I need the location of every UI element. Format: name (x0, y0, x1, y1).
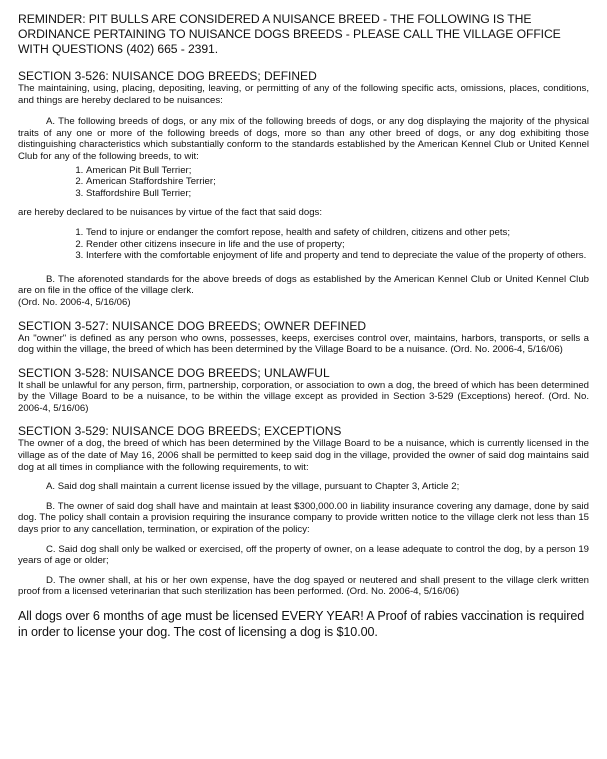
section-intro: The owner of a dog, the breed of which has been determined by the Village Board to be a nuisance, which is currently licensed in the village as of the date of May 16, 2006 shall be permitted to keep said dog in the village, provided the owner of said dog maintains said dog at all times in compliance with the following requirements, to wit: (18, 438, 589, 473)
reasons-list (18, 227, 589, 262)
list-item: 2. Render other citizens insecure in life and the use of property; (86, 239, 589, 251)
breeds-list (18, 165, 589, 200)
list-item: 1. Tend to injure or endanger the comfort repose, health and safety of children, citizens and other pets; (86, 227, 589, 239)
section-heading: SECTION 3-529: NUISANCE DOG BREEDS; EXCEPTIONS (18, 424, 342, 439)
list-item: 3. Interfere with the comfortable enjoyment of life and property and tend to depreciate the value of the property of others. (86, 250, 589, 262)
section-3-529 (18, 424, 589, 598)
ordinance-reference: (Ord. No. 2006-4, 5/16/06) (18, 296, 131, 308)
paragraph-a: A. Said dog shall maintain a current license issued by the village, pursuant to Chapter 3, Article 2; (46, 481, 460, 493)
section-text: An "owner" is defined as any person who owns, possesses, keeps, exercises control over, maintains, harbors, transports, or sells a dog within the village, the breed of which has been determined by the Village Board to be a nuisance. (Ord. No. 2006-4, 5/16/06) (18, 332, 589, 356)
section-3-528 (18, 366, 589, 415)
paragraph-b: B. The owner of said dog shall have and maintain at least $300,000.00 in liability insurance covering any damage, done by said dog. The policy shall contain a provision requiring the insurance company to provide written notice to the village clerk not less than 15 days prior to any cancellation, termination, or expiration of the policy: (18, 500, 589, 536)
section-heading: SECTION 3-528: NUISANCE DOG BREEDS; UNLAWFUL (18, 365, 330, 380)
list-item: 2. American Staffordshire Terrier; (86, 176, 589, 188)
paragraph-b: B. The aforenoted standards for the above breeds of dogs as established by the American Kennel Club or United Kennel Club are on file in the office of the village clerk. (18, 273, 589, 297)
section-intro: The maintaining, using, placing, depositing, leaving, or permitting of any of the following specific acts, omissions, places, conditions, and things are hereby declared to be nuisances: (18, 83, 589, 106)
section-heading: SECTION 3-526: NUISANCE DOG BREEDS; DEFINED (18, 69, 317, 83)
reminder-notice: REMINDER: PIT BULLS ARE CONSIDERED A NUISANCE BREED - THE FOLLOWING IS THE ORDINANCE PERTAINING TO NUISANCE DOGS BREEDS - PLEASE CALL THE VILLAGE OFFICE WITH QUESTIONS (402) 665 - 2391. (18, 12, 561, 56)
declared-text: are hereby declared to be nuisances by virtue of the fact that said dogs: (18, 207, 322, 219)
section-text: It shall be unlawful for any person, firm, partnership, corporation, or association to own a dog, the breed of which has been determined by the Village Board to be a nuisance, to be within the village except as provided in Section 3-529 (Exceptions) hereof. (Ord. No. 2006-4, 5/16/06) (18, 379, 589, 414)
section-heading: SECTION 3-527: NUISANCE DOG BREEDS; OWNER DEFINED (18, 318, 367, 333)
paragraph-c: C. Said dog shall only be walked or exercised, off the property of owner, on a lease adequate to control the dog, by a person 19 years of age or older; (18, 543, 589, 567)
paragraph-a: A. The following breeds of dogs, or any mix of the following breeds of dogs, or any dog displaying the majority of the physical traits of any one or more of the following breeds of dogs, more so than any other breed of dogs, or any dog exhibiting those distinguishing characteristics which substantially conform to the standards established by the American Kennel Club or United Kennel Club for any of the following breeds, to wit: (18, 116, 589, 162)
list-item: 1. American Pit Bull Terrier; (86, 165, 589, 177)
section-3-527 (18, 319, 589, 356)
section-3-526 (18, 69, 589, 309)
list-item: 3. Staffordshire Bull Terrier; (86, 188, 589, 200)
licensing-notice: All dogs over 6 months of age must be licensed EVERY YEAR! A Proof of rabies vaccination is required in order to license your dog. The cost of licensing a dog is $10.00. (18, 609, 585, 639)
paragraph-d: D. The owner shall, at his or her own expense, have the dog spayed or neutered and shall present to the village clerk written proof from a licensed veterinarian that such sterilization has been performed. (Ord. No. 2006-4, 5/16/06) (18, 574, 589, 598)
